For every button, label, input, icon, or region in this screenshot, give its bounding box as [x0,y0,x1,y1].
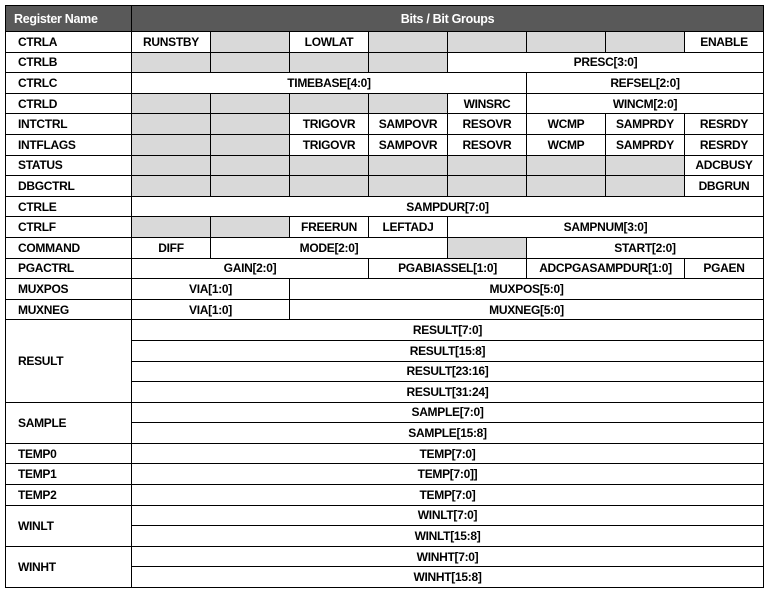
reserved-bit-cell [448,237,527,258]
reserved-bit-cell [211,134,290,155]
table-row [6,485,764,506]
register-name: MUXPOS [6,279,132,300]
bit-field-cell: DBGRUN [685,176,764,197]
reserved-bit-cell [132,52,211,73]
bit-field-cell: WCMP [527,114,606,135]
reserved-bit-cell [369,93,448,114]
bit-field-cell: MUXNEG[5:0] [290,299,764,320]
register-name: INTFLAGS [6,134,132,155]
register-name: PGACTRL [6,258,132,279]
bit-field-cell: SAMPDUR[7:0] [132,196,764,217]
table-row [6,155,764,176]
bit-field-cell: WINLT[15:8] [132,526,764,547]
table-row [6,464,764,485]
bit-field-cell: RESRDY [685,134,764,155]
bit-field-cell: TEMP[7:0] [132,443,764,464]
reserved-bit-cell [132,134,211,155]
bit-field-cell: RESULT[7:0] [132,320,764,341]
bit-field-cell: LOWLAT [290,32,369,53]
register-name: CTRLB [6,52,132,73]
reserved-bit-cell [369,32,448,53]
bit-field-cell: TEMP[7:0]] [132,464,764,485]
bit-field-cell: WINHT[7:0] [132,546,764,567]
table-row [6,217,764,238]
bit-field-cell: PRESC[3:0] [448,52,764,73]
table-row [6,443,764,464]
table-row [6,93,764,114]
reserved-bit-cell [369,52,448,73]
reserved-bit-cell [132,114,211,135]
bit-field-cell: SAMPOVR [369,114,448,135]
table-row [6,114,764,135]
register-name: CTRLA [6,32,132,53]
register-name: TEMP0 [6,443,132,464]
bit-field-cell: ADCPGASAMPDUR[1:0] [527,258,685,279]
bit-field-cell: SAMPLE[15:8] [132,423,764,444]
bit-field-cell: DIFF [132,237,211,258]
reserved-bit-cell [290,176,369,197]
register-name: RESULT [6,320,132,402]
bit-field-cell: TRIGOVR [290,114,369,135]
reserved-bit-cell [527,32,606,53]
register-name: WINLT [6,505,132,546]
reserved-bit-cell [527,155,606,176]
table-row [6,176,764,197]
register-name: COMMAND [6,237,132,258]
table-row [6,134,764,155]
bit-field-cell: ENABLE [685,32,764,53]
reserved-bit-cell [211,52,290,73]
bit-field-cell: RESRDY [685,114,764,135]
bits-header: Bits / Bit Groups [132,6,764,32]
table-row [6,505,764,526]
reserved-bit-cell [211,176,290,197]
table-row [6,258,764,279]
bit-field-cell: WINSRC [448,93,527,114]
register-name: INTCTRL [6,114,132,135]
register-summary-table [5,5,764,588]
bit-field-cell: SAMPOVR [369,134,448,155]
table-row [6,32,764,53]
reserved-bit-cell [448,176,527,197]
bit-field-cell: WCMP [527,134,606,155]
reserved-bit-cell [211,93,290,114]
reserved-bit-cell [132,93,211,114]
bit-field-cell: MODE[2:0] [211,237,448,258]
register-name: MUXNEG [6,299,132,320]
reserved-bit-cell [606,155,685,176]
bit-field-cell: TRIGOVR [290,134,369,155]
reserved-bit-cell [606,32,685,53]
bit-field-cell: START[2:0] [527,237,764,258]
bit-field-cell: RESULT[23:16] [132,361,764,382]
bit-field-cell: PGAEN [685,258,764,279]
table-row [6,52,764,73]
register-name: CTRLD [6,93,132,114]
register-name: CTRLF [6,217,132,238]
table-row [6,73,764,94]
bit-field-cell: RUNSTBY [132,32,211,53]
register-name: SAMPLE [6,402,132,443]
bit-field-cell: RESOVR [448,114,527,135]
bit-field-cell: RESULT[31:24] [132,382,764,403]
bit-field-cell: SAMPLE[7:0] [132,402,764,423]
reserved-bit-cell [290,52,369,73]
reserved-bit-cell [211,114,290,135]
bit-field-cell: PGABIASSEL[1:0] [369,258,527,279]
bit-field-cell: VIA[1:0] [132,299,290,320]
bit-field-cell: TEMP[7:0] [132,485,764,506]
table-row [6,320,764,341]
reserved-bit-cell [132,217,211,238]
bit-field-cell: GAIN[2:0] [132,258,369,279]
table-row [6,299,764,320]
bit-field-cell: SAMPRDY [606,134,685,155]
bit-field-cell: WINCM[2:0] [527,93,764,114]
register-name: WINHT [6,546,132,587]
reserved-bit-cell [290,93,369,114]
register-name: TEMP2 [6,485,132,506]
reserved-bit-cell [211,32,290,53]
register-rows [6,32,764,588]
register-name: TEMP1 [6,464,132,485]
table-header-row [6,6,764,32]
table-row [6,237,764,258]
bit-field-cell: WINHT[15:8] [132,567,764,588]
bit-field-cell: REFSEL[2:0] [527,73,764,94]
register-name: STATUS [6,155,132,176]
register-name: DBGCTRL [6,176,132,197]
reserved-bit-cell [211,155,290,176]
register-name: CTRLC [6,73,132,94]
bit-field-cell: VIA[1:0] [132,279,290,300]
reserved-bit-cell [448,155,527,176]
reserved-bit-cell [448,32,527,53]
reserved-bit-cell [606,176,685,197]
bit-field-cell: TIMEBASE[4:0] [132,73,527,94]
bit-field-cell: ADCBUSY [685,155,764,176]
table-row [6,402,764,423]
bit-field-cell: WINLT[7:0] [132,505,764,526]
table-row [6,546,764,567]
reserved-bit-cell [527,176,606,197]
bit-field-cell: SAMPNUM[3:0] [448,217,764,238]
bit-field-cell: MUXPOS[5:0] [290,279,764,300]
table-row [6,279,764,300]
bit-field-cell: LEFTADJ [369,217,448,238]
reserved-bit-cell [369,155,448,176]
bit-field-cell: RESULT[15:8] [132,340,764,361]
reserved-bit-cell [132,155,211,176]
bit-field-cell: FREERUN [290,217,369,238]
reserved-bit-cell [211,217,290,238]
reserved-bit-cell [290,155,369,176]
bit-field-cell: SAMPRDY [606,114,685,135]
reserved-bit-cell [369,176,448,197]
reserved-bit-cell [132,176,211,197]
table-row [6,196,764,217]
register-name-header: Register Name [6,6,132,32]
register-name: CTRLE [6,196,132,217]
bit-field-cell: RESOVR [448,134,527,155]
